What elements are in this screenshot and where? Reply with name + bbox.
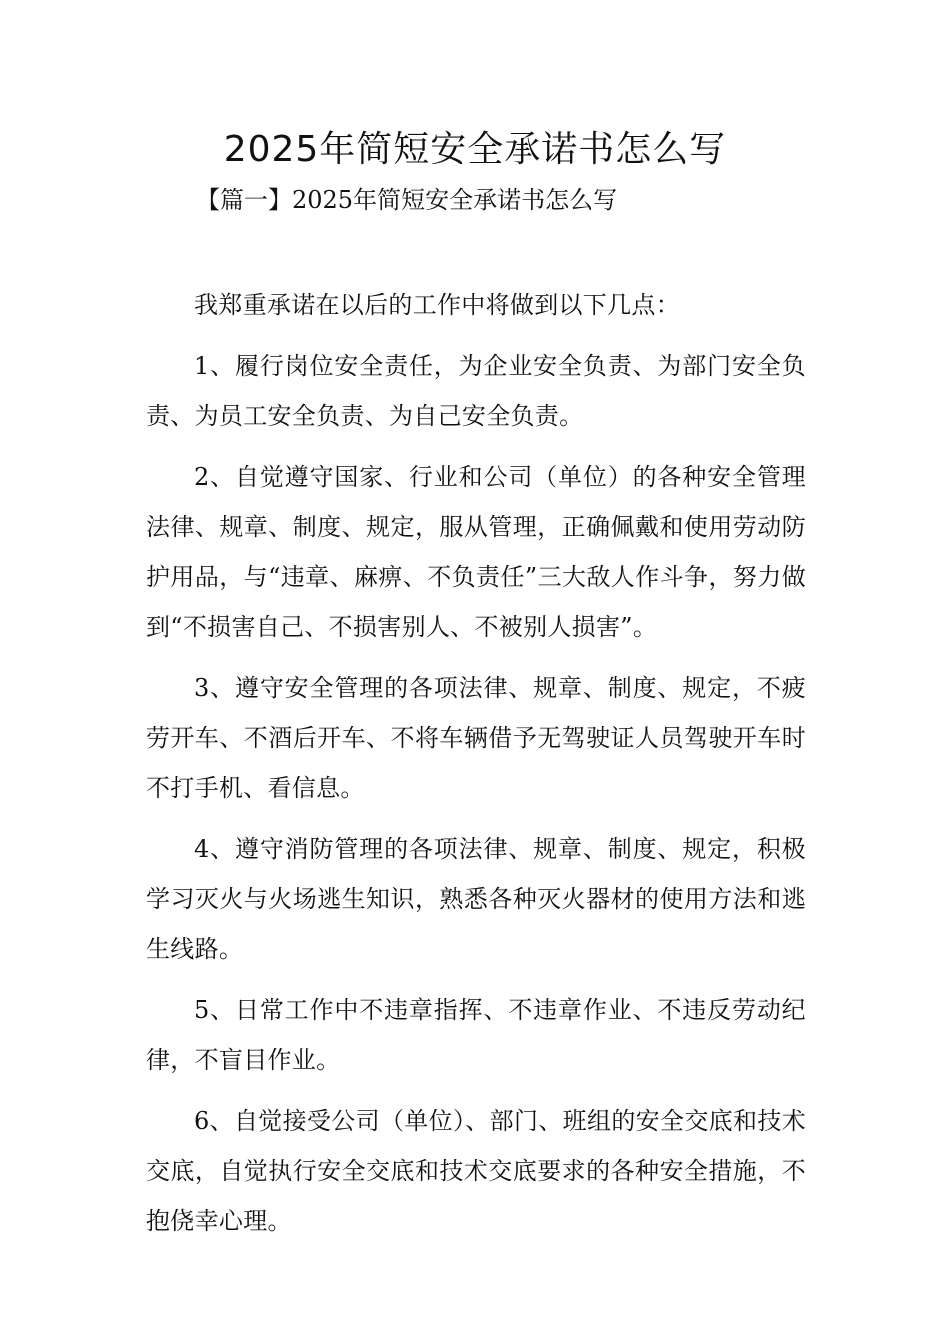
paragraph-item-3: 3、遵守安全管理的各项法律、规章、制度、规定，不疲劳开车、不酒后开车、不将车辆借予无驾驶证人员驾驶开车时不打手机、看信息。 — [146, 674, 806, 802]
paragraph-item-2: 2、自觉遵守国家、行业和公司（单位）的各种安全管理法律、规章、制度、规定，服从管理，正确佩戴和使用劳动防护用品，与“违章、麻痹、不负责任”三大敌人作斗争，努力做到“不损害自己、不损害别人、不被别人损害”。 — [146, 463, 806, 641]
document-body — [146, 280, 806, 1257]
document-title: 2025年简短安全承诺书怎么写 — [223, 129, 727, 170]
paragraph-item-6: 6、自觉接受公司（单位）、部门、班组的安全交底和技术交底，自觉执行安全交底和技术交底要求的各种安全措施，不抱侥幸心理。 — [146, 1107, 806, 1235]
paragraph-item-5: 5、日常工作中不违章指挥、不违章作业、不违反劳动纪律，不盲目作业。 — [146, 996, 806, 1074]
paragraph-intro: 我郑重承诺在以后的工作中将做到以下几点： — [194, 291, 680, 319]
paragraph-item-4: 4、遵守消防管理的各项法律、规章、制度、规定，积极学习灭火与火场逃生知识，熟悉各种灭火器材的使用方法和逃生线路。 — [146, 835, 806, 963]
section-heading: 【篇一】2025年简短安全承诺书怎么写 — [196, 186, 618, 214]
paragraph-item-1: 1、履行岗位安全责任，为企业安全负责、为部门安全负责、为员工安全负责、为自己安全负责。 — [146, 352, 806, 430]
